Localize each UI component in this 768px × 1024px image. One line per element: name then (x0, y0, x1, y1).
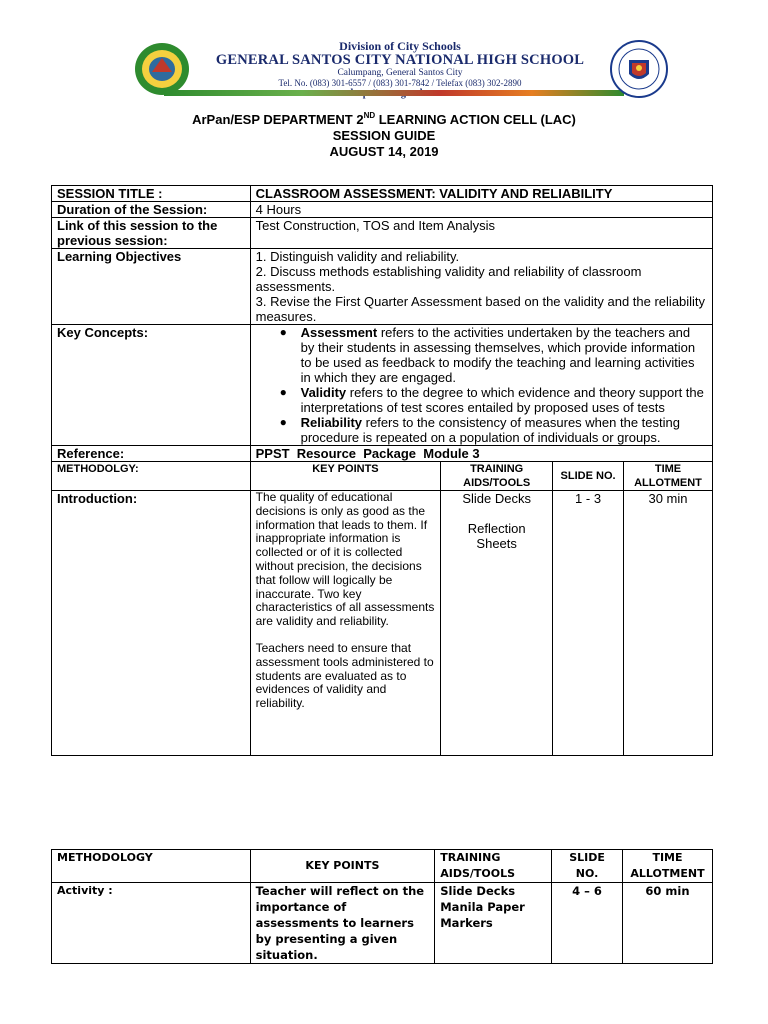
key-points-paragraph: Teachers need to ensure that assessment tools administered to students are evaluated as to evidences of validity and reliability. (255, 640, 434, 711)
school-name: GENERAL SANTOS CITY NATIONAL HIGH SCHOOL (215, 52, 585, 68)
key-points-header: KEY POINTS (250, 850, 435, 883)
introduction-tools (441, 491, 553, 756)
division-name: Division of City Schools (339, 39, 461, 53)
letterhead-divider (164, 90, 624, 96)
activity-slide-no: 4 – 6 (552, 883, 623, 964)
session-title-label: SESSION TITLE : (52, 186, 251, 202)
activity-header-row (52, 850, 713, 883)
introduction-label: Introduction: (52, 491, 251, 756)
bullet-icon: ● (279, 415, 287, 429)
school-telephone: Tel. No. (083) 301-6557 / (083) 301-7842 / Telefax (083) 302-2890 (278, 78, 522, 88)
title-line-2: SESSION GUIDE (332, 128, 436, 143)
tool-item: Reflection Sheets (467, 521, 526, 551)
activity-row (52, 883, 713, 964)
concepts-row (52, 325, 713, 446)
document-title (0, 112, 768, 160)
concepts-label: Key Concepts: (52, 325, 251, 446)
methodology-header: METHODOLOGY (52, 850, 251, 883)
objective-item: 1. Distinguish validity and reliability. (255, 249, 460, 264)
objective-item: 2. Discuss methods establishing validity and reliability of classroom assessments. (255, 264, 642, 294)
training-aids-header: TRAINING AIDS/TOOLS (435, 850, 552, 883)
school-seal-icon (134, 42, 190, 96)
introduction-row (52, 491, 713, 756)
school-address: Calumpang, General Santos City (337, 68, 463, 78)
link-label: Link of this session to the previous session: (52, 218, 251, 249)
introduction-key-points (250, 491, 441, 756)
concept-item: ● Assessment refers to the activities undertaken by the teachers and by their students in assessing themselves, which provide information to be used as feedback to modify the teaching and learning activities in which they are engaged. (279, 325, 696, 385)
slide-no-header: SLIDE NO. (553, 462, 624, 491)
activity-time: 60 min (622, 883, 712, 964)
activity-key-points: Teacher will reflect on the importance of assessments to learners by presenting a given situation. (250, 883, 435, 964)
session-guide-table (51, 185, 713, 756)
reference-label: Reference: (52, 446, 251, 462)
time-allotment-header: TIME ALLOTMENT (622, 850, 712, 883)
objectives-label: Learning Objectives (52, 249, 251, 325)
session-title-value: CLASSROOM ASSESSMENT: VALIDITY AND RELIABILITY (250, 186, 712, 202)
concepts-cell (250, 325, 712, 446)
objectives-list (250, 249, 712, 325)
duration-row (52, 202, 713, 218)
objective-item: 3. Revise the First Quarter Assessment based on the validity and the reliability measures. (255, 294, 706, 324)
tool-item: Manila Paper (440, 900, 525, 914)
letterhead (130, 40, 670, 98)
methodology-header-row (52, 462, 713, 491)
title-line-1: ArPan/ESP DEPARTMENT 2ND LEARNING ACTION CELL (LAC) (192, 111, 576, 127)
training-aids-header: TRAINING AIDS/TOOLS (441, 462, 553, 491)
link-row (52, 218, 713, 249)
reference-value: PPST Resource Package Module 3 (250, 446, 712, 462)
title-line-3: AUGUST 14, 2019 (329, 144, 439, 159)
activity-tools (435, 883, 552, 964)
concept-item: ● Validity refers to the degree to which evidence and theory support the interpretations of test scores entailed by proposed uses of tests (279, 385, 704, 415)
slide-no-header: SLIDE NO. (552, 850, 623, 883)
link-value: Test Construction, TOS and Item Analysis (250, 218, 712, 249)
activity-label: Activity : (52, 883, 251, 964)
time-allotment-header: TIME ALLOTMENT (624, 462, 713, 491)
key-points-header: KEY POINTS (250, 462, 441, 491)
methodology-header: METHODOLGY: (52, 462, 251, 491)
objectives-row (52, 249, 713, 325)
tool-item: Slide Decks (462, 491, 531, 506)
duration-label: Duration of the Session: (52, 202, 251, 218)
session-title-row (52, 186, 713, 202)
key-points-paragraph: The quality of educational decisions is only as good as the information that leads to them. If inappropriate information is collected or of it is collected without precision, the decisions that follow will logically be inaccurate. Two key characteristics of all assessments are validity and reliability. (255, 490, 435, 629)
introduction-slide-no: 1 - 3 (553, 491, 624, 756)
introduction-time: 30 min (624, 491, 713, 756)
bullet-icon: ● (279, 385, 287, 399)
tool-item: Markers (440, 916, 493, 930)
bullet-icon: ● (279, 325, 287, 339)
deped-seal-icon (610, 40, 668, 98)
tool-item: Slide Decks (440, 884, 516, 898)
duration-value: 4 Hours (250, 202, 712, 218)
reference-row (52, 446, 713, 462)
activity-table (51, 849, 713, 964)
concepts-list (256, 325, 707, 445)
concept-item: ● Reliability refers to the consistency of measures when the testing procedure is repeated on a population of individuals or groups. (279, 415, 680, 445)
